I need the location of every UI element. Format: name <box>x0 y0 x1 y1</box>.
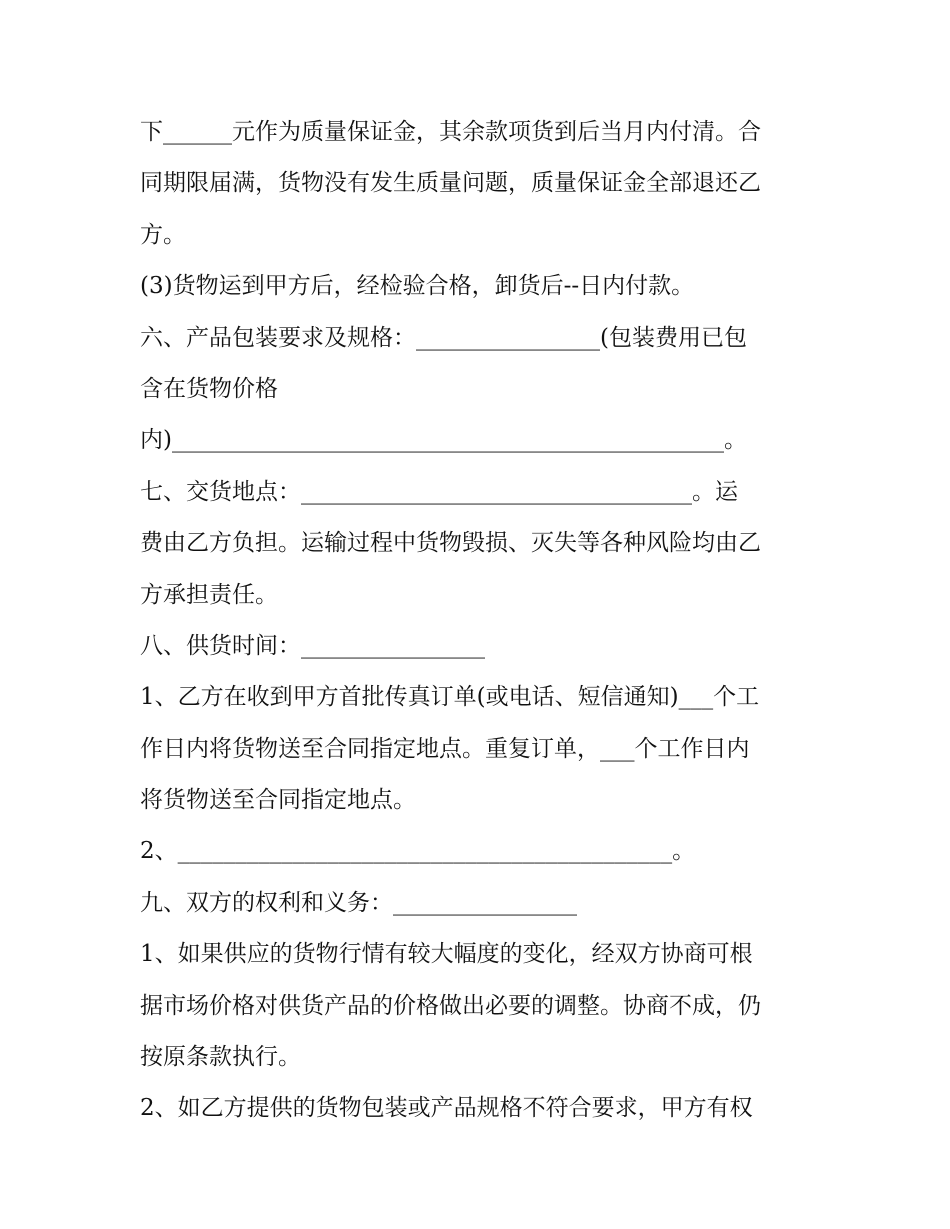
text-line: 1、如果供应的货物行情有较大幅度的变化，经双方协商可根 <box>140 941 753 968</box>
text-line: 下______元作为质量保证金，其余款项货到后当月内付清。合 <box>140 119 761 145</box>
text-line: 方。 <box>140 221 186 248</box>
text-line: 按原条款执行。 <box>140 1044 301 1071</box>
section-heading-delivery-time: 八、供货时间：________________ <box>140 632 485 659</box>
text-line: 费由乙方负担。运输过程中货物毁损、灭失等各种风险均由乙 <box>140 530 761 557</box>
text-line: (3)货物运到甲方后，经检验合格，卸货后--日内付款。 <box>140 273 695 300</box>
text-line: 2、___________________________________________。 <box>140 838 696 865</box>
text-line: 1、乙方在收到甲方首批传真订单(或电话、短信通知)___个工 <box>140 684 760 711</box>
text-line: 作日内将货物送至合同指定地点。重复订单，___个工作日内 <box>140 735 750 762</box>
text-line: 含在货物价格 <box>140 375 278 402</box>
text-line: 据市场价格对供货产品的价格做出必要的调整。协商不成，仍 <box>140 992 761 1019</box>
section-heading-delivery-location: 七、交货地点：__________________________________。运 <box>140 478 738 505</box>
section-heading-rights-obligations: 九、双方的权利和义务：________________ <box>140 889 577 916</box>
text-line: 2、如乙方提供的货物包装或产品规格不符合要求，甲方有权 <box>140 1095 753 1122</box>
text-line: 内)________________________________________________。 <box>140 427 747 454</box>
text-line: 将货物送至合同指定地点。 <box>140 787 416 814</box>
text-line: 方承担责任。 <box>140 581 278 608</box>
contract-body-text <box>140 107 820 1135</box>
section-heading-packaging: 六、产品包装要求及规格：________________(包装费用已包 <box>140 324 747 351</box>
text-line: 同期限届满，货物没有发生质量问题，质量保证金全部退还乙 <box>140 170 761 197</box>
